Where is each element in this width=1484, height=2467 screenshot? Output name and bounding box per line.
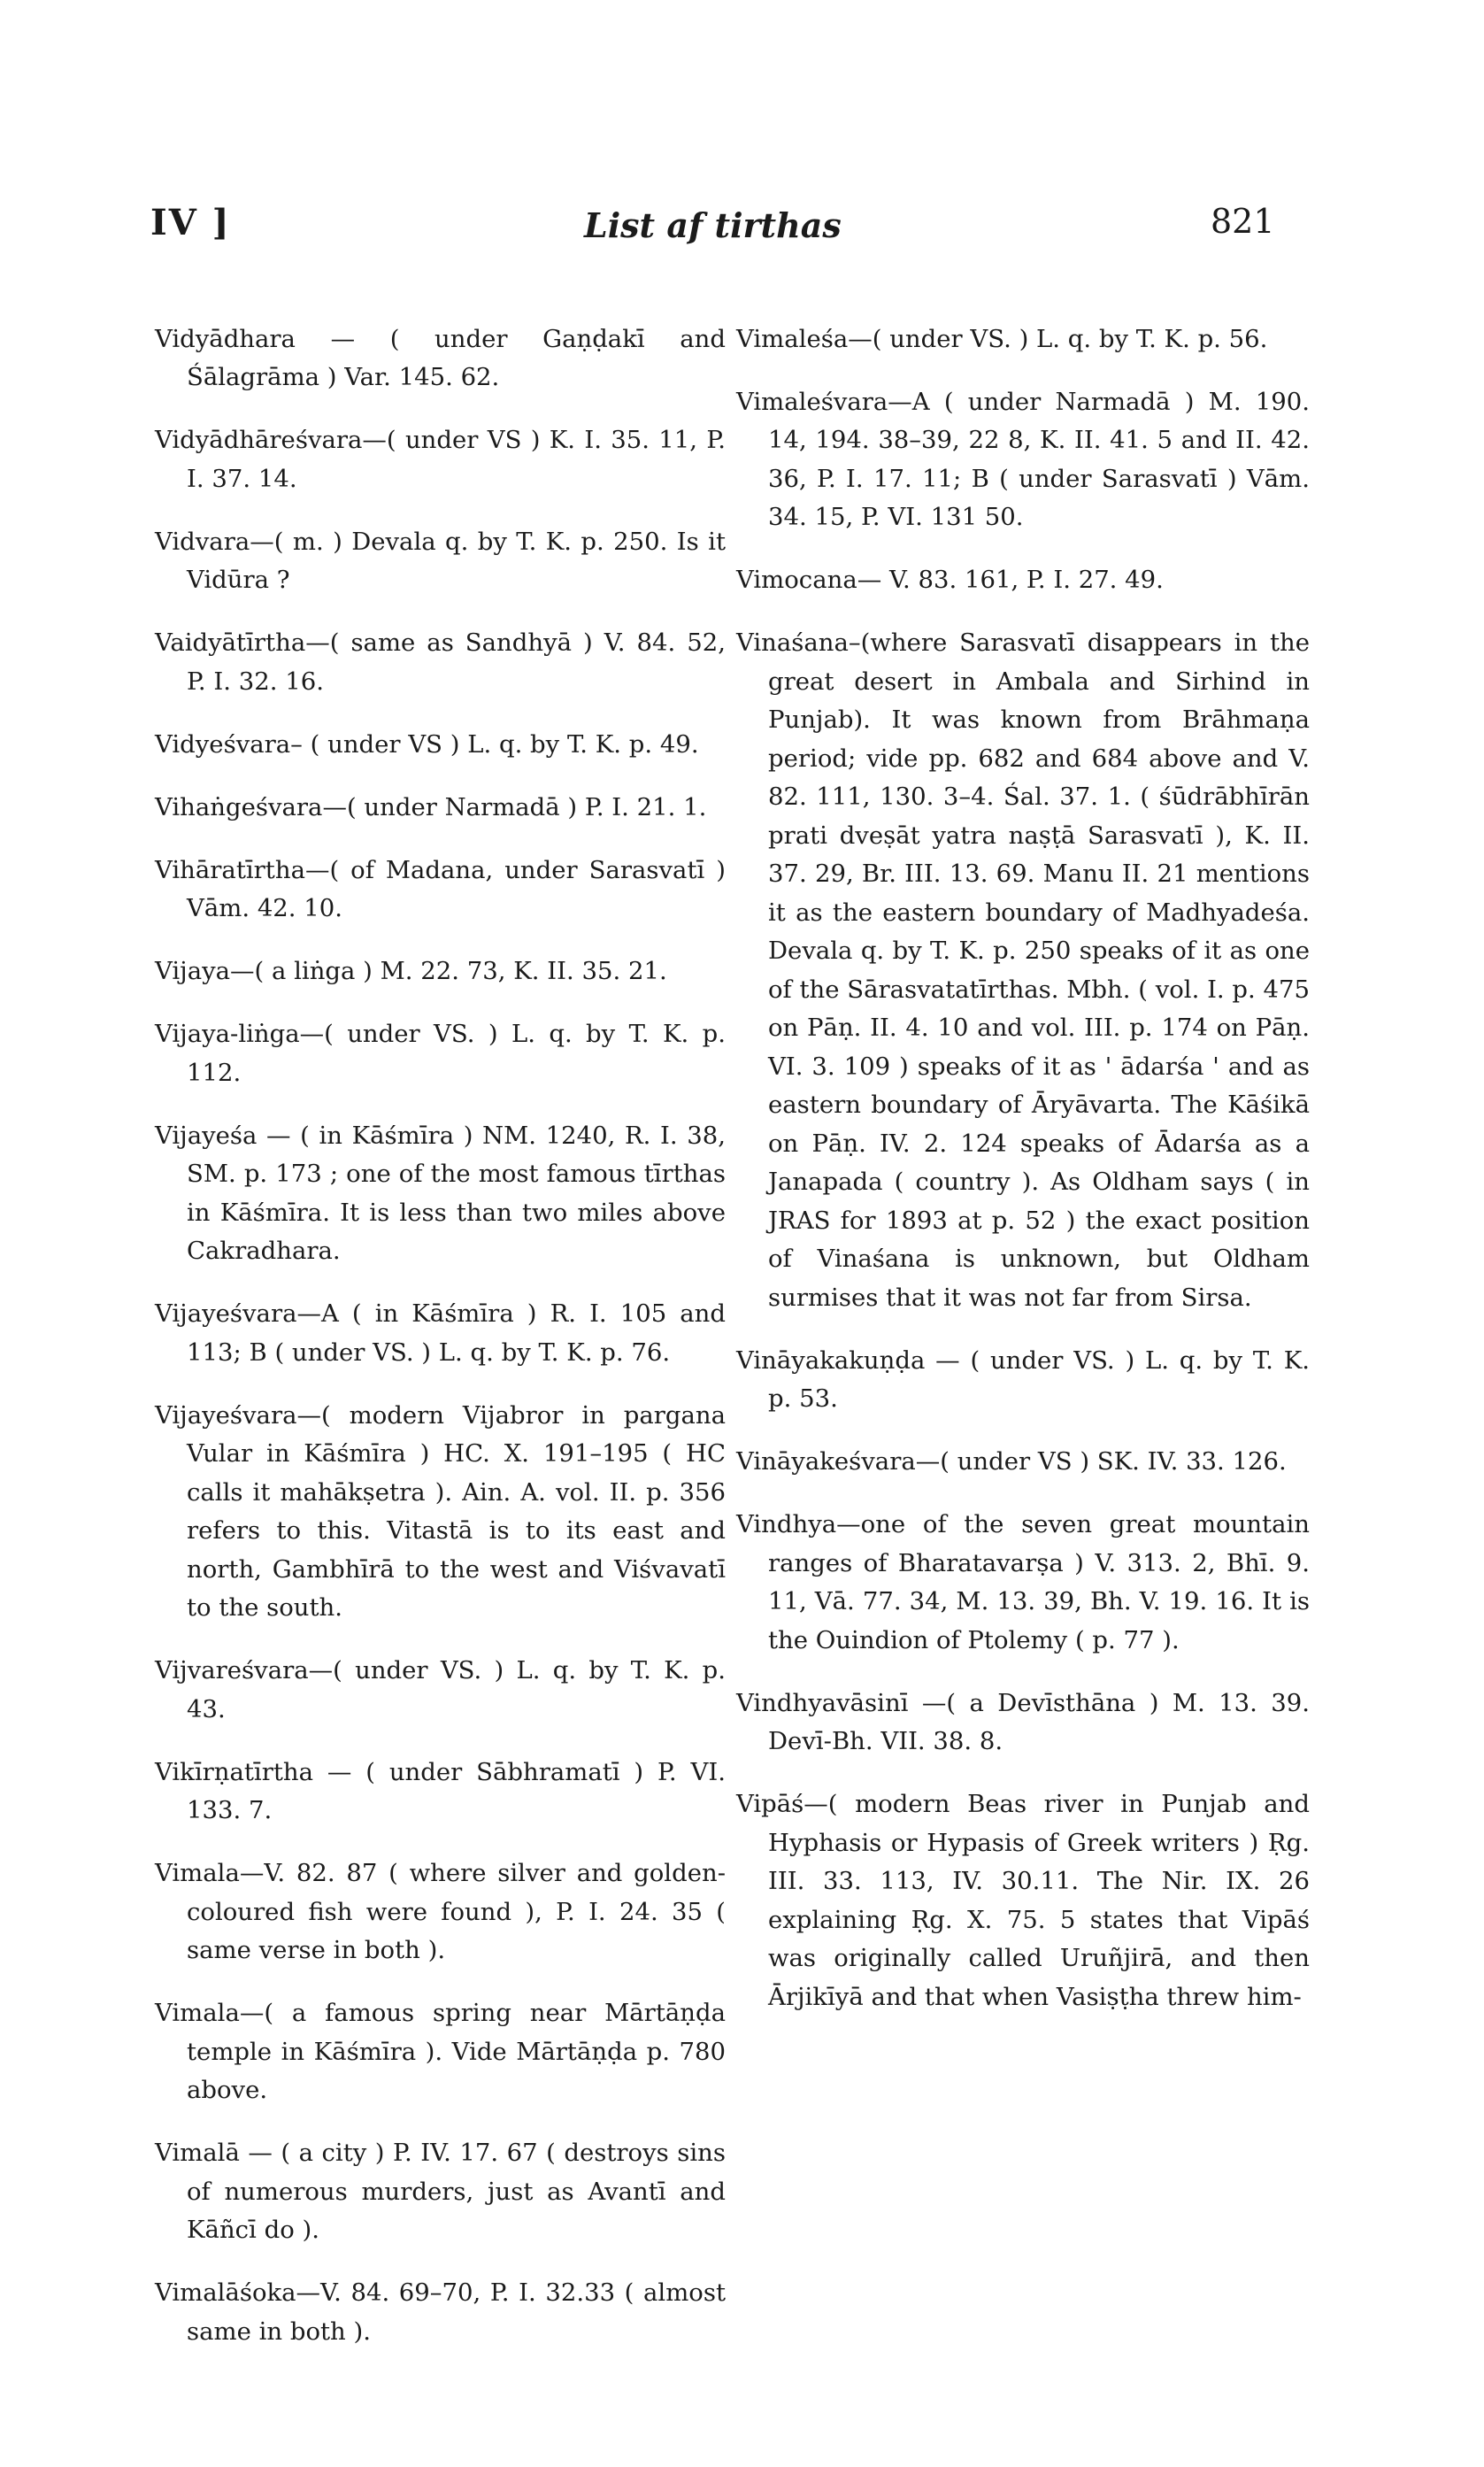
entry-vindhya: Vindhya—one of the seven great mountain ranges of Bharatavarṣa ) V. 313. 2, Bhī. 9. 11, Vā. 77. 34, M. 13. 39, Bh. V. 19. 16. It is the Ouindion of Ptolemy ( p. 77 ). [736, 1510, 1310, 1654]
left-column [155, 296, 726, 2363]
entry-vimala-1: Vimala—V. 82. 87 ( where silver and golden-coloured fish were found ), P. I. 24. 35 ( same verse in both ). [155, 1859, 726, 1964]
entry-vimala-2: Vimala—( a famous spring near Mārtāṇḍa temple in Kāśmīra ). Vide Mārtāṇḍa p. 780 above. [155, 1999, 726, 2104]
entry-vipas: Vipāś—( modern Beas river in Punjab and Hyphasis or Hypasis of Greek writers ) Ṛg. III. 33. 113, IV. 30.11. The Nir. IX. 26 explaining Ṛg. X. 75. 5 states that Vipāś was originally called Uruñjirā, and then Ārjikīyā and that when Vasiṣṭha threw him- [736, 1790, 1310, 2011]
page-header [0, 202, 1484, 255]
entry-vijayesa: Vijayeśa — ( in Kāśmīra ) NM. 1240, R. I. 38, SM. p. 173 ; one of the most famous tīrthas in Kāśmīra. It is less than two miles above Cakradhara. [155, 1121, 726, 1265]
entry-vidyesvara: Vidyeśvara– ( under VS ) L. q. by T. K. p. 49. [155, 729, 699, 759]
right-column [736, 296, 1310, 2029]
entry-vijayesvara-a: Vijayeśvara—A ( in Kāśmīra ) R. I. 105 and 113; B ( under VS. ) L. q. by T. K. p. 76. [155, 1299, 726, 1367]
entry-viharatirtha: Vihāratīrtha—( of Madana, under Sarasvatī ) Vām. 42. 10. [155, 855, 726, 922]
entry-vinayakesvara: Vināyakeśvara—( under VS ) SK. IV. 33. 126. [736, 1447, 1287, 1476]
entry-vinasana: Vinaśana–(where Sarasvatī disappears in the great desert in Ambala and Sirhind in Punjab). It was known from Brāhmaṇa period; vide pp. 682 and 684 above and V. 82. 111, 130. 3–4. Śal. 37. 1. ( śūdrābhīrān prati dveṣāt yatra naṣṭā Sarasvatī ), K. II. 37. 29, Br. III. 13. 69. Manu II. 21 mentions it as the eastern boundary of Madhyadeśa. Devala q. by T. K. p. 250 speaks of it as one of the Sārasvatatīrthas. Mbh. ( vol. I. p. 475 on Pāṇ. II. 4. 10 and vol. III. p. 174 on Pāṇ. VI. 3. 109 ) speaks of it as ' ādarśa ' and as eastern boundary of Āryāvarta. The Kāśikā on Pāṇ. IV. 2. 124 speaks of Ādarśa as a Janapada ( country ). As Oldham says ( in JRAS for 1893 at p. 52 ) the exact position of Vinaśana is unknown, but Oldham surmises that it was not far from Sirsa. [736, 628, 1310, 1312]
entry-vimalesvara: Vimaleśvara—A ( under Narmadā ) M. 190. 14, 194. 38–39, 22 8, K. II. 41. 5 and II. 42. 36, P. I. 17. 11; B ( under Sarasvatī ) Vām. 34. 15, P. VI. 131 50. [736, 387, 1310, 531]
section-marker: IV ] [150, 202, 231, 243]
entry-vaidyatirtha: Vaidyātīrtha—( same as Sandhyā ) V. 84. 52, P. I. 32. 16. [155, 628, 726, 696]
entry-vijayesvara-modern: Vijayeśvara—( modern Vijabror in pargana Vular in Kāśmīra ) HC. X. 191–195 ( HC calls it mahākṣetra ). Ain. A. vol. II. p. 356 refers to this. Vitastā is to its east and north, Gambhīrā to the west and Viśvavatī to the south. [155, 1400, 726, 1622]
entry-vidvara: Vidvara—( m. ) Devala q. by T. K. p. 250. Is it Vidūra ? [155, 527, 726, 594]
entry-vidyadhara: Vidyādhara — ( under Gaṇḍakī and Śālagrāma ) Var. 145. 62. [155, 324, 726, 391]
page-number: 821 [1211, 202, 1275, 241]
entry-vihangesvara: Vihaṅgeśvara—( under Narmadā ) P. I. 21. 1. [155, 792, 707, 821]
entry-vindhyavasini: Vindhyavāsinī —( a Devīsthāna ) M. 13. 39. Devī-Bh. VII. 38. 8. [736, 1688, 1310, 1755]
entry-vimalasoka: Vimalāśoka—V. 84. 69–70, P. I. 32.33 ( almost same in both ). [155, 2278, 726, 2346]
entry-vijaya: Vijaya—( a liṅga ) M. 22. 73, K. II. 35. 21. [155, 957, 667, 985]
entry-vijaya-linga: Vijaya-liṅga—( under VS. ) L. q. by T. K. p. 112. [155, 1020, 726, 1087]
entry-vinayakakunda: Vināyakakuṇḍa — ( under VS. ) L. q. by T. K. p. 53. [736, 1345, 1310, 1413]
entry-vidyadharesvara: Vidyādhāreśvara—( under VS ) K. I. 35. 11, P. I. 37. 14. [155, 426, 726, 493]
entry-vimalesa: Vimaleśa—( under VS. ) L. q. by T. K. p. 56. [736, 324, 1268, 353]
entry-vimocana: Vimocana— V. 83. 161, P. I. 27. 49. [736, 566, 1164, 594]
running-title: List af tirthas [584, 205, 842, 245]
entry-vikirnatirtha: Vikīrṇatīrtha — ( under Sābhramatī ) P. VI. 133. 7. [155, 1757, 726, 1824]
entry-vimala-city: Vimalā — ( a city ) P. IV. 17. 67 ( destroys sins of numerous murders, just as Avantī and Kāñcī do ). [155, 2139, 726, 2244]
entry-vijvaresvara: Vijvareśvara—( under VS. ) L. q. by T. K. p. 43. [155, 1656, 726, 1723]
